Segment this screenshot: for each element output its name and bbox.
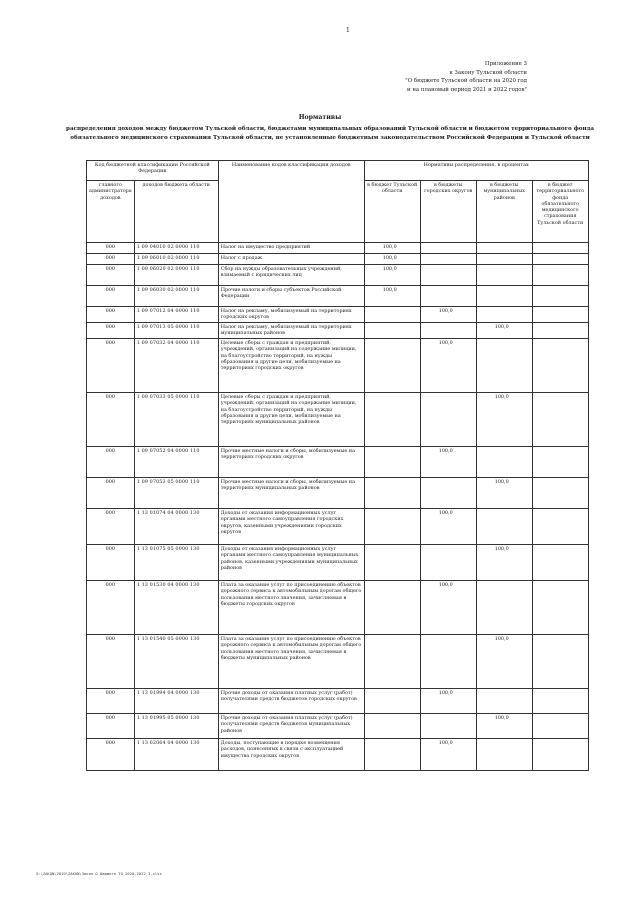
admin-code-cell: 000	[87, 689, 135, 714]
norm-fund-cell	[532, 286, 588, 307]
norm-region-cell	[364, 323, 420, 339]
norm-city-cell: 100,0	[420, 339, 476, 393]
table-row	[87, 714, 589, 739]
norm-muni-cell: 100,0	[476, 545, 532, 581]
table-row	[87, 307, 589, 323]
header-name: Наименование кодов классификации доходов	[218, 161, 364, 243]
table-row	[87, 286, 589, 307]
admin-code-cell: 000	[87, 509, 135, 545]
admin-code-cell: 000	[87, 739, 135, 771]
header-col-region: в бюджет Тульской области	[364, 181, 420, 243]
norm-region-cell	[364, 339, 420, 393]
norm-region-cell	[364, 509, 420, 545]
table-row	[87, 265, 589, 286]
norm-muni-cell: 100,0	[476, 635, 532, 689]
norm-region-cell	[364, 714, 420, 739]
header-income-code: доходов бюджета области	[134, 181, 218, 243]
norm-muni-cell	[476, 447, 532, 478]
norm-region-cell	[364, 393, 420, 447]
document-subtitle: распределения доходов между бюджетом Тульской области, бюджетами муниципальных образований Тульской области и бюджетом территориального фонда обязательного медицинского страхования Тульской области, не установленные бюджетным законодательством Российской Федерации и Тульской области	[66, 126, 594, 141]
table-row	[87, 509, 589, 545]
norm-muni-cell: 100,0	[476, 393, 532, 447]
income-code-cell: 1 09 07033 05 0000 110	[134, 393, 218, 447]
norm-region-cell	[364, 447, 420, 478]
table-row	[87, 635, 589, 689]
norm-muni-cell	[476, 689, 532, 714]
norm-muni-cell: 100,0	[476, 323, 532, 339]
norm-muni-cell: 100,0	[476, 714, 532, 739]
header-kbk: Код бюджетной классификации Российской Федерации	[87, 161, 219, 181]
norm-city-cell: 100,0	[420, 307, 476, 323]
appendix-line-1: Приложение 3	[484, 61, 527, 67]
norm-fund-cell	[532, 307, 588, 323]
income-code-cell: 1 09 06030 02 0000 110	[134, 286, 218, 307]
income-code-cell: 1 09 07012 04 0000 110	[134, 307, 218, 323]
income-code-cell: 1 09 07052 04 0000 110	[134, 447, 218, 478]
income-name-cell: Прочие доходы от оказания платных услуг (работ) получателями средств бюджетов городских округов	[218, 689, 364, 714]
norm-region-cell: 100,0	[364, 286, 420, 307]
table-row	[87, 243, 589, 254]
norm-fund-cell	[532, 447, 588, 478]
appendix-block	[307, 60, 527, 94]
norm-fund-cell	[532, 635, 588, 689]
norm-muni-cell	[476, 254, 532, 265]
norm-region-cell	[364, 635, 420, 689]
income-name-cell: Налог на имущество предприятий	[218, 243, 364, 254]
income-code-cell: 1 13 01995 05 0000 130	[134, 714, 218, 739]
norm-muni-cell	[476, 307, 532, 323]
admin-code-cell: 000	[87, 447, 135, 478]
file-path-footer: G:\ZAKON\2019\ZAKON\Закон О бюджете ТО 2020-2022_3.xlsx	[36, 871, 162, 876]
income-code-cell: 1 13 01075 05 0000 130	[134, 545, 218, 581]
table-row	[87, 254, 589, 265]
norm-region-cell	[364, 581, 420, 635]
norm-fund-cell	[532, 714, 588, 739]
admin-code-cell: 000	[87, 307, 135, 323]
norm-fund-cell	[532, 265, 588, 286]
norm-fund-cell	[532, 545, 588, 581]
admin-code-cell: 000	[87, 545, 135, 581]
norm-city-cell	[420, 265, 476, 286]
income-name-cell: Прочие местные налоги и сборы, мобилизуемые на территориях муниципальных районов	[218, 478, 364, 509]
admin-code-cell: 000	[87, 714, 135, 739]
income-code-cell: 1 13 01540 05 0000 130	[134, 635, 218, 689]
admin-code-cell: 000	[87, 635, 135, 689]
norm-city-cell: 100,0	[420, 689, 476, 714]
norms-table	[86, 160, 589, 771]
norm-muni-cell	[476, 509, 532, 545]
income-name-cell: Целевые сборы с граждан и предприятий, учреждений, организаций на содержание милиции, на благоустройство территорий, на нужды образования и другие цели, мобилизуемые на территориях муниципальных районов	[218, 393, 364, 447]
table-row	[87, 581, 589, 635]
table-row	[87, 739, 589, 771]
norm-fund-cell	[532, 739, 588, 771]
income-code-cell: 1 09 04010 02 0000 110	[134, 243, 218, 254]
norm-city-cell	[420, 545, 476, 581]
income-name-cell: Целевые сборы с граждан и предприятий, учреждений, организаций на содержание милиции, на благоустройство территорий, на нужды образования и другие цели, мобилизуемые на территориях городских округов	[218, 339, 364, 393]
admin-code-cell: 000	[87, 478, 135, 509]
income-code-cell: 1 09 07053 05 0000 110	[134, 478, 218, 509]
norm-region-cell: 100,0	[364, 254, 420, 265]
admin-code-cell: 000	[87, 581, 135, 635]
norm-region-cell	[364, 478, 420, 509]
appendix-line-4: и на плановый период 2021 и 2022 годов"	[407, 86, 527, 93]
norm-fund-cell	[532, 509, 588, 545]
income-code-cell: 1 09 07032 04 0000 110	[134, 339, 218, 393]
norm-city-cell	[420, 323, 476, 339]
income-code-cell: 1 13 01530 04 0000 130	[134, 581, 218, 635]
admin-code-cell: 000	[87, 323, 135, 339]
norm-fund-cell	[532, 339, 588, 393]
table-row	[87, 339, 589, 393]
admin-code-cell: 000	[87, 286, 135, 307]
norm-city-cell	[420, 714, 476, 739]
income-code-cell: 1 13 01994 04 0000 130	[134, 689, 218, 714]
income-code-cell: 1 09 06020 02 0000 110	[134, 265, 218, 286]
header-norms: Нормативы распределения, в процентах	[364, 161, 588, 181]
income-name-cell: Плата за оказание услуг по присоединению объектов дорожного сервиса к автомобильным дорогам общего пользования местного значения, зачисляемая в бюджеты муниципальных районов	[218, 635, 364, 689]
income-code-cell: 1 13 02064 04 0000 130	[134, 739, 218, 771]
norm-muni-cell	[476, 286, 532, 307]
norm-city-cell	[420, 478, 476, 509]
document-title: Нормативы	[298, 114, 342, 121]
norm-fund-cell	[532, 581, 588, 635]
norm-region-cell: 100,0	[364, 243, 420, 254]
norm-fund-cell	[532, 689, 588, 714]
norm-muni-cell	[476, 339, 532, 393]
income-name-cell: Сбор на нужды образовательных учреждений, взимаемый с юридических лиц	[218, 265, 364, 286]
table-row	[87, 323, 589, 339]
norm-city-cell: 100,0	[420, 447, 476, 478]
norm-muni-cell	[476, 243, 532, 254]
admin-code-cell: 000	[87, 339, 135, 393]
admin-code-cell: 000	[87, 254, 135, 265]
income-name-cell: Плата за оказание услуг по присоединению объектов дорожного сервиса к автомобильным дорогам общего пользования местного значения, зачисляемая в бюджеты городских округов	[218, 581, 364, 635]
table-row	[87, 545, 589, 581]
income-code-cell: 1 09 07013 05 0000 110	[134, 323, 218, 339]
header-col-fund: в бюджет территориального фонда обязательного медицинского страхования Тульской области	[532, 181, 588, 243]
income-name-cell: Доходы, поступающие в порядке возмещения расходов, понесенных в связи с эксплуатацией имущества городских округов	[218, 739, 364, 771]
income-name-cell: Налог на рекламу, мобилизуемый на территориях городских округов	[218, 307, 364, 323]
table-row	[87, 689, 589, 714]
income-name-cell: Налог на рекламу, мобилизуемый на территориях муниципальных районов	[218, 323, 364, 339]
header-col-muni: в бюджеты муниципальных районов	[476, 181, 532, 243]
norm-muni-cell: 100,0	[476, 478, 532, 509]
income-name-cell: Доходы от оказания информационных услуг органами местного самоуправления городских округов, казенными учреждениями городских округов	[218, 509, 364, 545]
norm-fund-cell	[532, 478, 588, 509]
norm-region-cell	[364, 307, 420, 323]
norm-region-cell: 100,0	[364, 265, 420, 286]
norm-city-cell: 100,0	[420, 509, 476, 545]
header-admin: главного администратора доходов	[87, 181, 135, 243]
income-name-cell: Прочие местные налоги и сборы, мобилизуемые на территориях городских округов	[218, 447, 364, 478]
norm-region-cell	[364, 689, 420, 714]
norm-fund-cell	[532, 393, 588, 447]
norm-muni-cell	[476, 739, 532, 771]
income-name-cell: Доходы от оказания информационных услуг органами местного самоуправления муниципальных районов, казенными учреждениями муниципальных районов	[218, 545, 364, 581]
norm-city-cell	[420, 243, 476, 254]
norm-city-cell	[420, 286, 476, 307]
norm-muni-cell	[476, 581, 532, 635]
header-col-city: в бюджеты городских округов	[420, 181, 476, 243]
income-code-cell: 1 09 06010 02 0000 110	[134, 254, 218, 265]
table-row	[87, 478, 589, 509]
admin-code-cell: 000	[87, 265, 135, 286]
norm-region-cell	[364, 545, 420, 581]
norm-fund-cell	[532, 323, 588, 339]
norm-city-cell: 100,0	[420, 739, 476, 771]
admin-code-cell: 000	[87, 243, 135, 254]
norm-city-cell	[420, 635, 476, 689]
norm-fund-cell	[532, 243, 588, 254]
income-name-cell: Прочие доходы от оказания платных услуг (работ) получателями средств бюджетов муниципальных районов	[218, 714, 364, 739]
norm-fund-cell	[532, 254, 588, 265]
income-name-cell: Прочие налоги и сборы субъектов Российской Федерации	[218, 286, 364, 307]
appendix-line-2: к Закону Тульской области	[449, 69, 527, 76]
table-row	[87, 393, 589, 447]
table-row	[87, 447, 589, 478]
income-name-cell: Налог с продаж	[218, 254, 364, 265]
norm-region-cell	[364, 739, 420, 771]
appendix-line-3: "О бюджете Тульской области на 2020 год	[405, 78, 527, 85]
norm-city-cell: 100,0	[420, 581, 476, 635]
page-number: 1	[346, 27, 350, 34]
norm-city-cell	[420, 393, 476, 447]
income-code-cell: 1 13 01074 04 0000 130	[134, 509, 218, 545]
norm-muni-cell	[476, 265, 532, 286]
norm-city-cell	[420, 254, 476, 265]
admin-code-cell: 000	[87, 393, 135, 447]
